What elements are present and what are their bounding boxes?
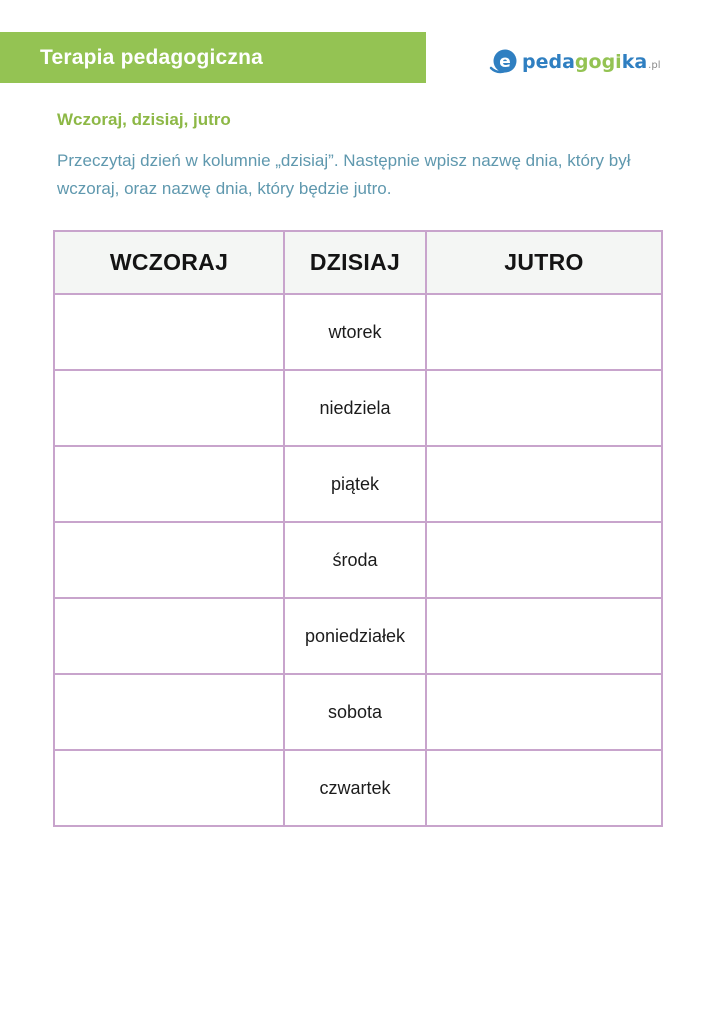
jutro-cell[interactable] [426, 750, 662, 826]
table-row [54, 446, 662, 522]
table-row [54, 674, 662, 750]
logo-tld: .pl [648, 60, 661, 71]
wczoraj-cell[interactable] [54, 522, 284, 598]
epedagogika-logo [488, 42, 688, 82]
logo-wordmark [522, 51, 660, 73]
task-title: Wczoraj, dzisiaj, jutro [57, 110, 231, 129]
task-instructions: Przeczytaj dzień w kolumnie „dzisiaj”. Następnie wpisz nazwę dnia, który był wczoraj, oraz nazwę dnia, który będzie jutro. [57, 151, 631, 198]
jutro-cell[interactable] [426, 370, 662, 446]
header-wczoraj: WCZORAJ [54, 231, 284, 294]
wczoraj-cell[interactable] [54, 446, 284, 522]
dzisiaj-cell: niedziela [284, 370, 426, 446]
wczoraj-cell[interactable] [54, 598, 284, 674]
table-row [54, 294, 662, 370]
dzisiaj-cell: środa [284, 522, 426, 598]
banner-title: Terapia pedagogiczna [40, 45, 263, 69]
dzisiaj-cell: poniedziałek [284, 598, 426, 674]
header-jutro: JUTRO [426, 231, 662, 294]
wczoraj-cell[interactable] [54, 674, 284, 750]
jutro-cell[interactable] [426, 294, 662, 370]
table-row [54, 522, 662, 598]
logo-part1: peda [522, 51, 575, 73]
jutro-cell[interactable] [426, 446, 662, 522]
wczoraj-cell[interactable] [54, 750, 284, 826]
dzisiaj-cell: sobota [284, 674, 426, 750]
logo-e-icon [488, 47, 520, 77]
wczoraj-cell[interactable] [54, 370, 284, 446]
logo-part2: gogi [574, 51, 622, 73]
table-row [54, 598, 662, 674]
table-row [54, 370, 662, 446]
dzisiaj-cell: czwartek [284, 750, 426, 826]
days-table [53, 230, 663, 827]
header-dzisiaj: DZISIAJ [284, 231, 426, 294]
table-row [54, 750, 662, 826]
header-banner [0, 32, 426, 83]
dzisiaj-cell: piątek [284, 446, 426, 522]
wczoraj-cell[interactable] [54, 294, 284, 370]
dzisiaj-cell: wtorek [284, 294, 426, 370]
logo-part3: ka [621, 51, 648, 73]
jutro-cell[interactable] [426, 598, 662, 674]
jutro-cell[interactable] [426, 674, 662, 750]
logo-letter: e [499, 52, 511, 72]
jutro-cell[interactable] [426, 522, 662, 598]
table-header-row [54, 231, 662, 294]
